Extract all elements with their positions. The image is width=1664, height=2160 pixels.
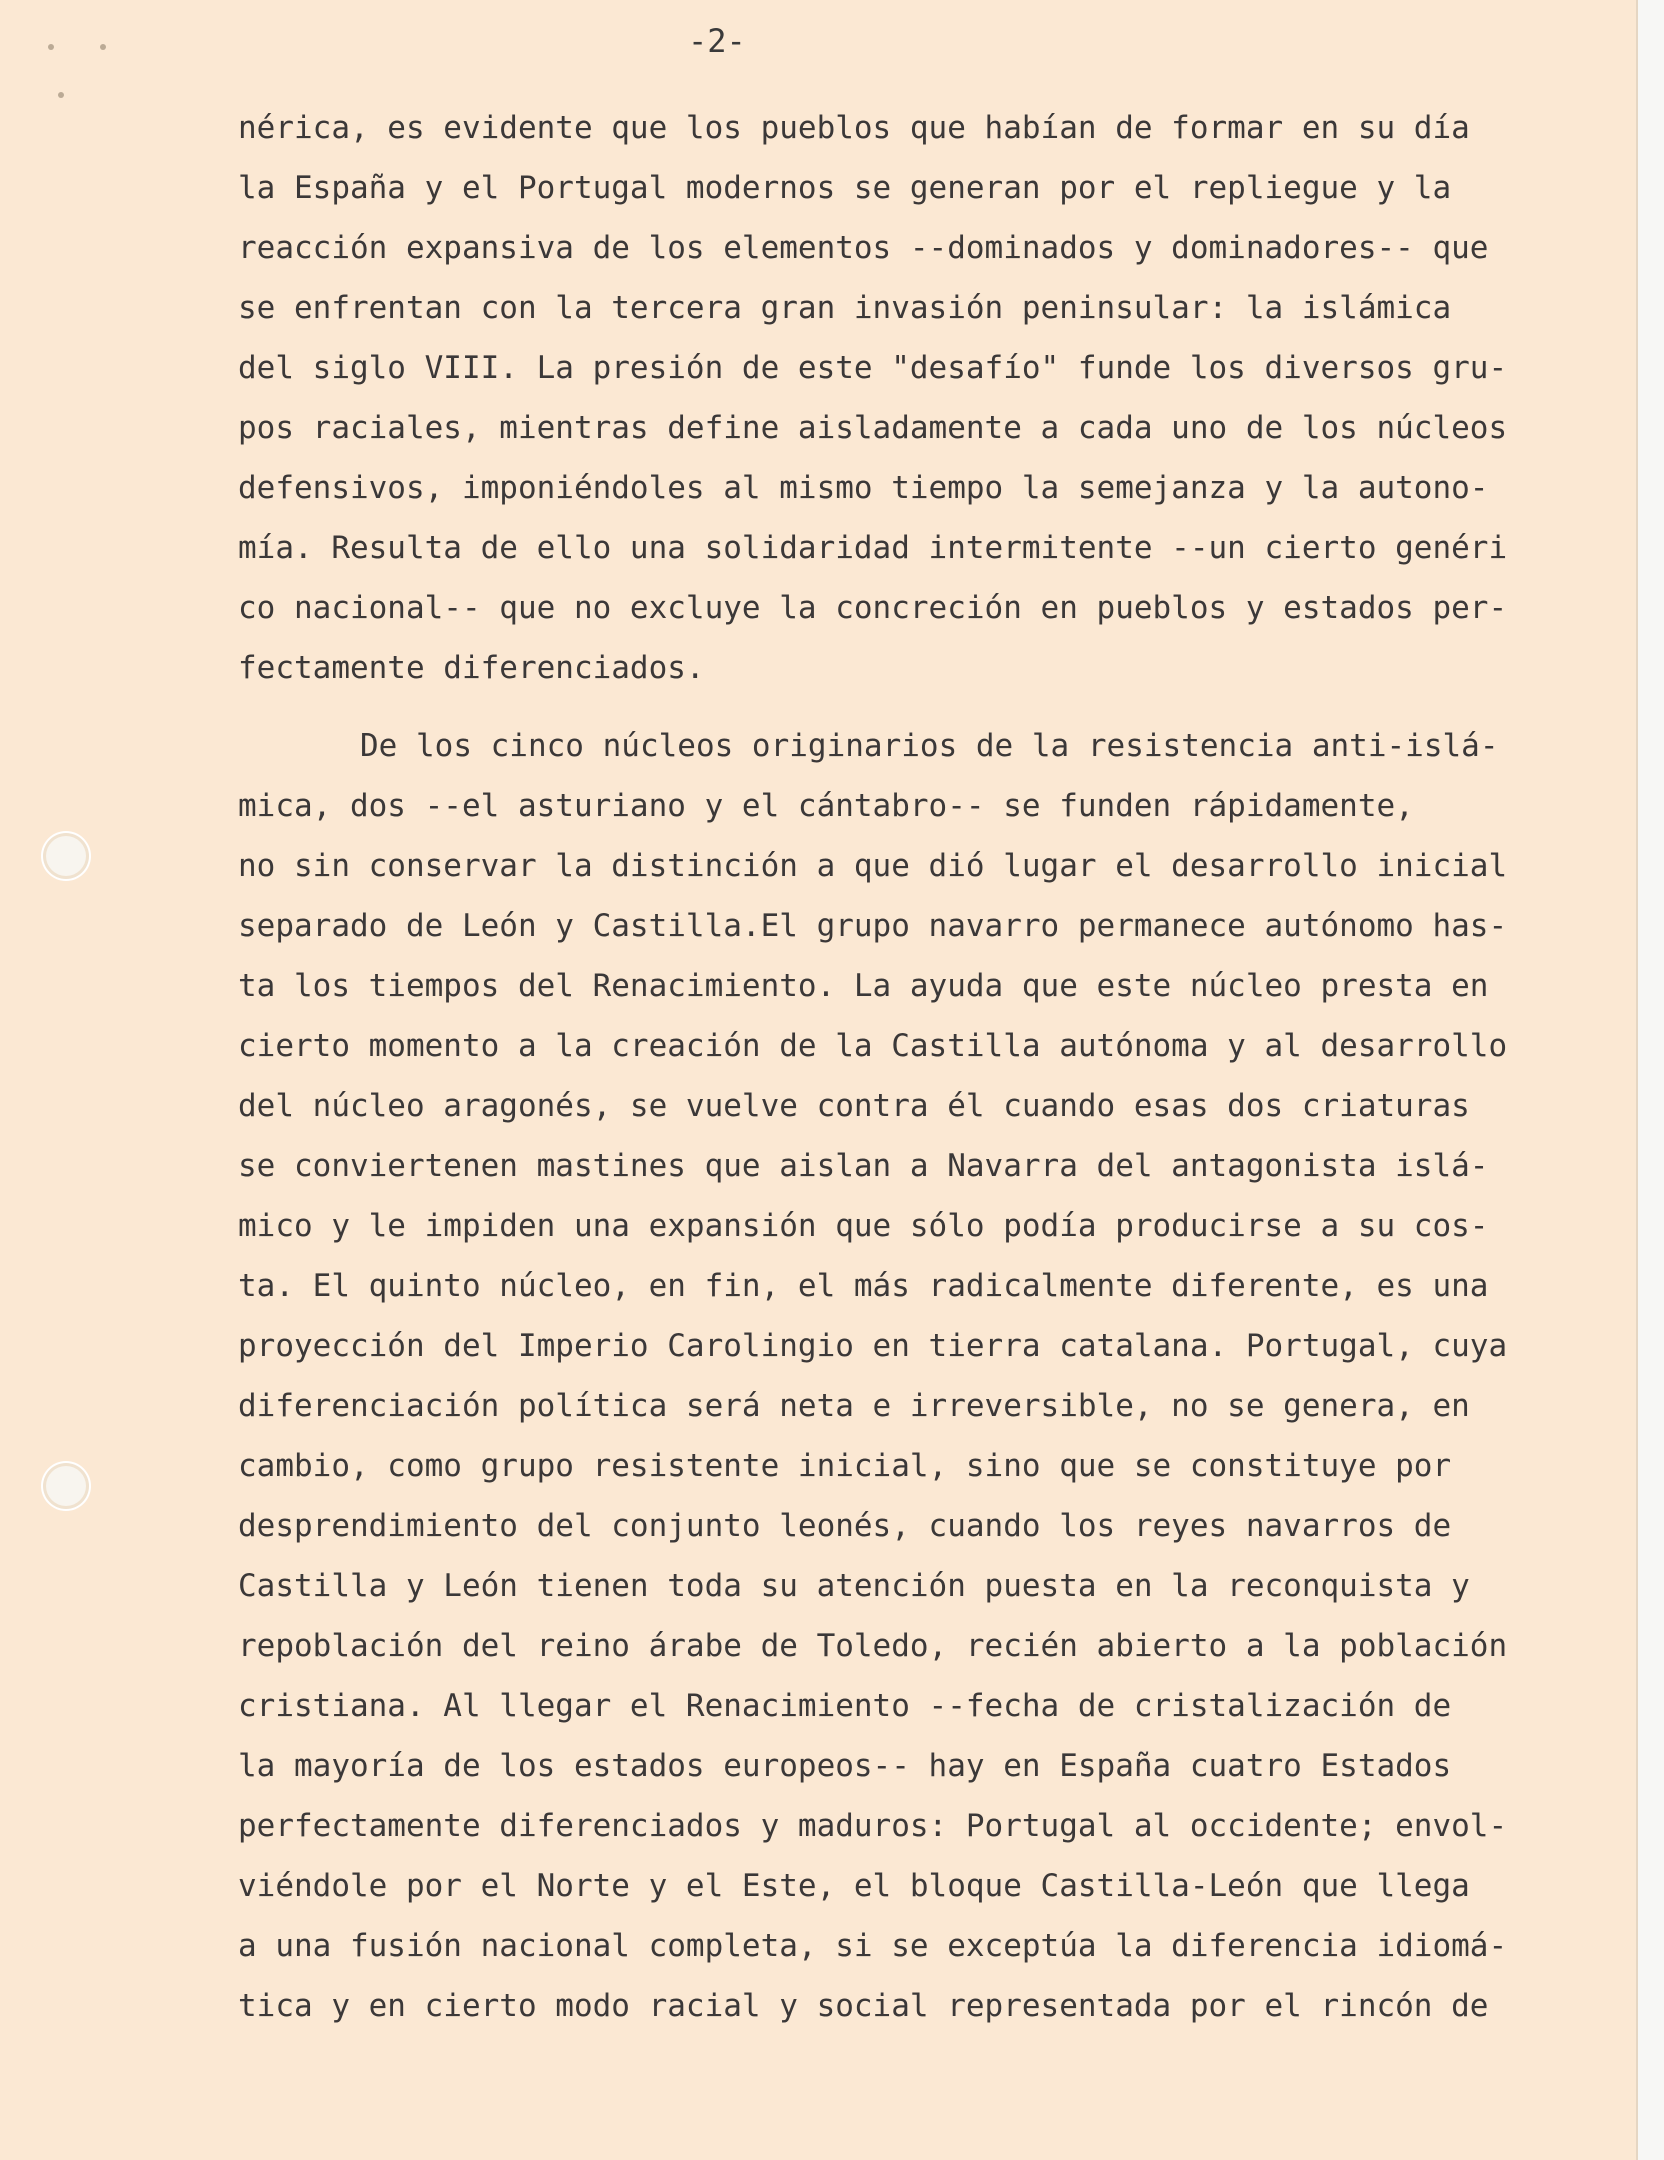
text-line: se enfrentan con la tercera gran invasión peninsular: la islámica (238, 290, 1452, 326)
text-line: reacción expansiva de los elementos --dominados y dominadores-- que (238, 230, 1489, 266)
text-line: proyección del Imperio Carolingio en tierra catalana. Portugal, cuya (238, 1328, 1508, 1364)
text-line: ta los tiempos del Renacimiento. La ayuda que este núcleo presta en (238, 968, 1489, 1004)
text-line: tica y en cierto modo racial y social representada por el rincón de (238, 1988, 1489, 2024)
text-line: pos raciales, mientras define aisladamente a cada uno de los núcleos (238, 410, 1508, 446)
text-line: ta. El quinto núcleo, en fin, el más radicalmente diferente, es una (238, 1268, 1489, 1304)
text-line: la España y el Portugal modernos se generan por el repliegue y la (238, 170, 1452, 206)
paper-speck (58, 92, 64, 98)
text-line: defensivos, imponiéndoles al mismo tiempo la semejanza y la autono- (238, 470, 1489, 506)
paper-right-edge (1636, 0, 1664, 2160)
text-line: mica, dos --el asturiano y el cántabro-- se funden rápidamente, (238, 788, 1414, 824)
text-line: fectamente diferenciados. (238, 650, 705, 686)
paragraph (238, 716, 1636, 2036)
paragraph-spacing (238, 698, 1636, 716)
text-line: separado de León y Castilla.El grupo navarro permanece autónomo has- (238, 908, 1508, 944)
text-line: Castilla y León tienen toda su atención puesta en la reconquista y (238, 1568, 1470, 1604)
paragraph (238, 98, 1636, 698)
typed-text-body (238, 98, 1636, 2036)
punch-hole-top (46, 836, 86, 876)
text-line: mico y le impiden una expansión que sólo podía producirse a su cos- (238, 1208, 1489, 1244)
text-line: no sin conservar la distinción a que dió lugar el desarrollo inicial (238, 848, 1508, 884)
text-line: repoblación del reino árabe de Toledo, recién abierto a la población (238, 1628, 1508, 1664)
text-line: co nacional-- que no excluye la concreción en pueblos y estados per- (238, 590, 1508, 626)
text-line: nérica, es evidente que los pueblos que habían de formar en su día (238, 110, 1470, 146)
text-line: diferenciación política será neta e irreversible, no se genera, en (238, 1388, 1470, 1424)
text-line: viéndole por el Norte y el Este, el bloque Castilla-León que llega (238, 1868, 1470, 1904)
text-line: mía. Resulta de ello una solidaridad intermitente --un cierto genéri (238, 530, 1508, 566)
text-line: De los cinco núcleos originarios de la resistencia anti-islá- (360, 728, 1499, 764)
page-number: -2- (688, 22, 746, 60)
text-line: cristiana. Al llegar el Renacimiento --fecha de cristalización de (238, 1688, 1452, 1724)
text-line: perfectamente diferenciados y maduros: Portugal al occidente; envol- (238, 1808, 1508, 1844)
text-line: del núcleo aragonés, se vuelve contra él cuando esas dos criaturas (238, 1088, 1470, 1124)
punch-hole-bottom (46, 1466, 86, 1506)
text-line: a una fusión nacional completa, si se exceptúa la diferencia idiomá- (238, 1928, 1508, 1964)
paper-speck (48, 44, 54, 50)
text-line: cierto momento a la creación de la Castilla autónoma y al desarrollo (238, 1028, 1508, 1064)
text-line: la mayoría de los estados europeos-- hay en España cuatro Estados (238, 1748, 1452, 1784)
text-line: del siglo VIII. La presión de este "desafío" funde los diversos gru- (238, 350, 1508, 386)
text-line: se conviertenen mastines que aislan a Navarra del antagonista islá- (238, 1148, 1489, 1184)
text-line: desprendimiento del conjunto leonés, cuando los reyes navarros de (238, 1508, 1452, 1544)
text-line: cambio, como grupo resistente inicial, sino que se constituye por (238, 1448, 1452, 1484)
paper-speck (100, 44, 106, 50)
